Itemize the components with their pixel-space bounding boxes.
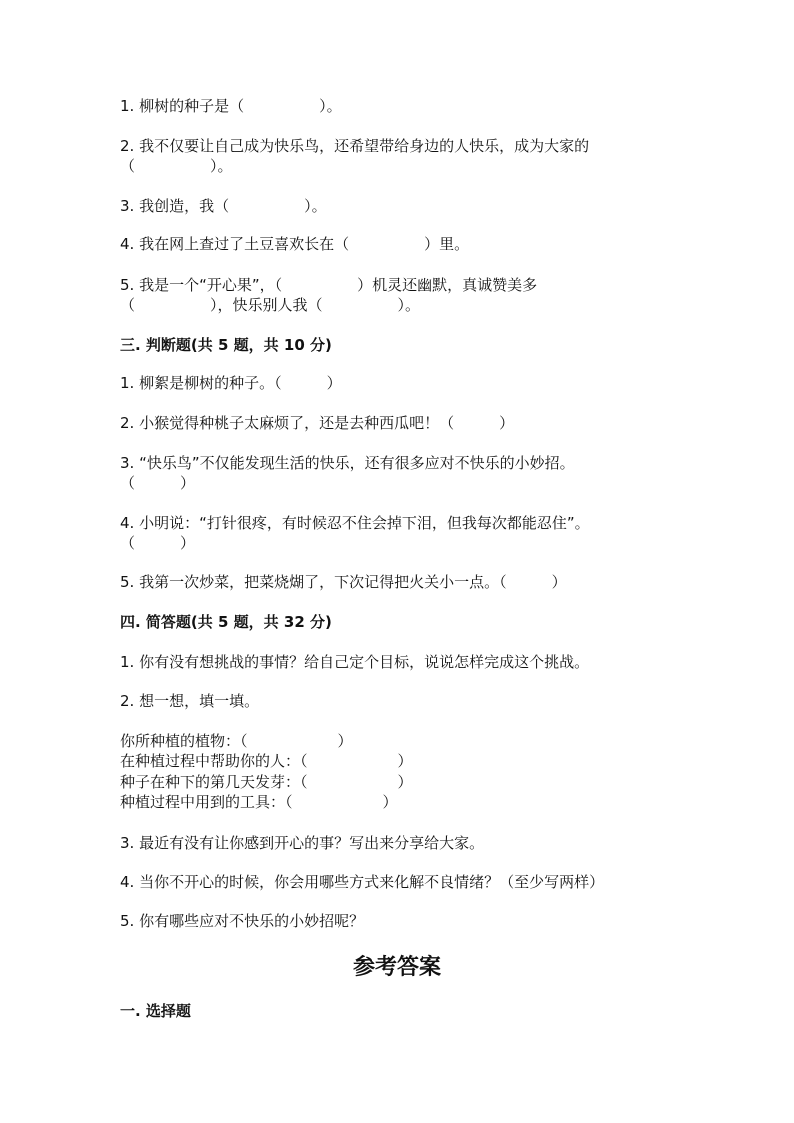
judgment-q3-line1: 3. “快乐鸟”不仅能发现生活的快乐，还有很多应对不快乐的小妙招。 [120,454,575,472]
fill-blank-q1: 1. 柳树的种子是（ ）。 [120,97,342,115]
short-answer-q3: 3. 最近有没有让你感到开心的事？写出来分享给大家。 [120,834,485,852]
answers-title: 参考答案 [352,954,441,980]
short-answer-q2-item: 种植过程中用到的工具：（ ） [120,793,398,811]
fill-blank-q5-line2: （ ），快乐别人我（ ）。 [120,296,421,314]
fill-blank-q2-line2: （ ）。 [120,157,233,175]
short-answer-q5: 5. 你有哪些应对不快乐的小妙招呢？ [120,912,365,930]
short-answer-section-heading: 四. 简答题(共 5 题，共 32 分) [120,613,332,631]
fill-blank-q3: 3. 我创造，我（ ）。 [120,197,327,215]
answers-section-heading: 一. 选择题 [120,1002,191,1020]
fill-blank-q2-line1: 2. 我不仅要让自己成为快乐鸟，还希望带给身边的人快乐，成为大家的 [120,137,590,155]
fill-blank-q4: 4. 我在网上查过了土豆喜欢长在（ ）里。 [120,235,470,253]
short-answer-q1: 1. 你有没有想挑战的事情？给自己定个目标，说说怎样完成这个挑战。 [120,653,590,671]
short-answer-q2: 2. 想一想，填一填。 [120,692,260,710]
judgment-q1: 1. 柳絮是柳树的种子。（ ） [120,374,342,392]
fill-blank-q5-line1: 5. 我是一个“开心果”，（ ）机灵还幽默，真诚赞美多 [120,276,538,294]
short-answer-q2-item: 在种植过程中帮助你的人：（ ） [120,752,413,770]
judgment-q3-line2: （ ） [120,474,196,492]
judgment-q4-line2: （ ） [120,534,196,552]
judgment-q4-line1: 4. 小明说：“打针很疼，有时候忍不住会掉下泪，但我每次都能忍住”。 [120,514,590,532]
judgment-q5: 5. 我第一次炒菜，把菜烧煳了，下次记得把火关小一点。（ ） [120,573,567,591]
judgment-section-heading: 三. 判断题(共 5 题，共 10 分) [120,336,332,354]
short-answer-q2-item: 你所种植的植物：（ ） [120,732,353,750]
judgment-q2: 2. 小猴觉得种桃子太麻烦了，还是去种西瓜吧！（ ） [120,414,515,432]
short-answer-q2-item: 种子在种下的第几天发芽：（ ） [120,773,413,791]
short-answer-q4: 4. 当你不开心的时候，你会用哪些方式来化解不良情绪？（至少写两样） [120,873,605,891]
